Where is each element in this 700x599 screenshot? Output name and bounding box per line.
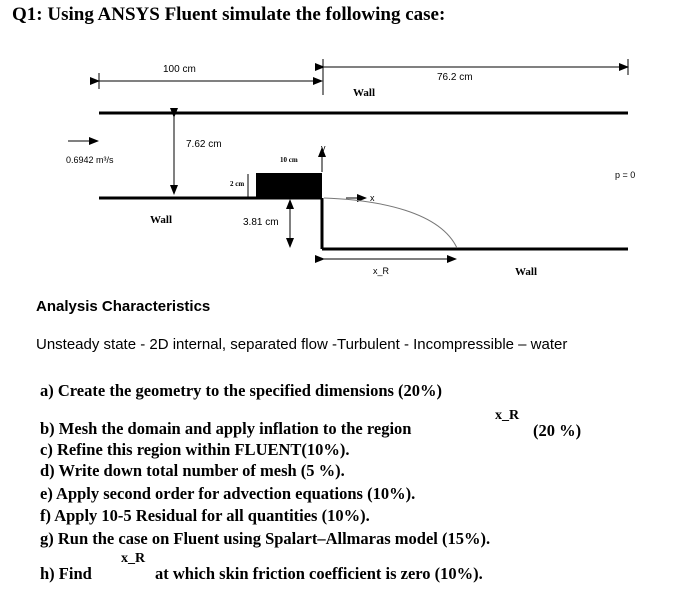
dimension-inlet-length — [99, 73, 322, 89]
label-inlet-length: 100 cm — [163, 64, 196, 75]
task-b-percent: (20 %) — [533, 421, 582, 440]
task-f: f) Apply 10-5 Residual for all quantities (10%). — [40, 506, 370, 525]
separation-streamline — [324, 198, 457, 248]
label-wall-bottom-left: Wall — [150, 214, 173, 226]
step-block — [256, 173, 322, 198]
task-d: d) Write down total number of mesh (5 %). — [40, 461, 345, 480]
label-y-axis: y — [321, 143, 326, 153]
task-c: c) Refine this region within FLUENT(10%). — [40, 440, 350, 459]
label-wall-top: Wall — [353, 87, 376, 99]
label-block-length: 10 cm — [280, 156, 298, 164]
label-flow-rate: 0.6942 m³/s — [66, 155, 114, 165]
label-channel-height: 7.62 cm — [186, 139, 222, 150]
analysis-description: Unsteady state - 2D internal, separated flow -Turbulent - Incompressible – water — [36, 336, 568, 353]
task-a: a) Create the geometry to the specified dimensions (20%) — [40, 381, 443, 400]
task-e: e) Apply second order for advection equations (10%). — [40, 484, 416, 503]
question-title: Q1: Using ANSYS Fluent simulate the following case: — [12, 4, 446, 25]
label-outlet-pressure: p = 0 — [615, 170, 636, 180]
label-x-axis: x — [370, 193, 375, 203]
task-g: g) Run the case on Fluent using Spalart–Allmaras model (15%). — [40, 529, 491, 548]
label-block-height: 2 cm — [230, 180, 245, 188]
label-step-height: 3.81 cm — [243, 217, 279, 228]
task-b-xr: x_R — [495, 408, 520, 423]
task-h-xr: x_R — [121, 551, 146, 566]
analysis-heading: Analysis Characteristics — [36, 298, 211, 315]
label-outlet-length: 76.2 cm — [437, 72, 473, 83]
label-reattachment-length: x_R — [373, 266, 390, 276]
task-h-rest: at which skin friction coefficient is zero (10%). — [155, 564, 483, 583]
task-h: h) Find — [40, 564, 92, 583]
dimension-outlet-length — [324, 59, 628, 75]
task-b: b) Mesh the domain and apply inflation to the region — [40, 419, 412, 438]
label-wall-bottom-right: Wall — [515, 266, 538, 278]
